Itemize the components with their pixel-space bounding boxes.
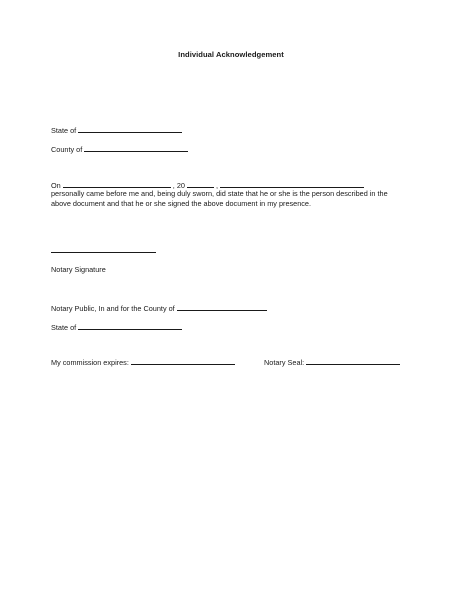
comma-separator: , <box>216 181 219 190</box>
state-line <box>51 124 182 136</box>
notary-seal-blank[interactable] <box>306 356 400 365</box>
notary-signature-label: Notary Signature <box>51 265 106 274</box>
notary-state-blank[interactable] <box>78 321 182 330</box>
county-blank[interactable] <box>84 143 188 152</box>
on-label: On <box>51 181 61 190</box>
year-blank[interactable] <box>187 179 214 188</box>
acknowledgement-text: personally came before me and, being duly sworn, did state that he or she is the person described in the above document and that he or she signed the above document in my presence. <box>51 189 388 208</box>
commission-blank[interactable] <box>131 356 235 365</box>
county-line <box>51 143 188 155</box>
notary-signature-line[interactable] <box>51 252 156 253</box>
name-blank[interactable] <box>220 179 364 188</box>
notary-seal-line <box>264 356 400 368</box>
notary-county-line <box>51 302 267 314</box>
notary-state-line <box>51 321 182 333</box>
state-label-2: State of <box>51 323 77 332</box>
date-blank[interactable] <box>63 179 171 188</box>
commission-line <box>51 356 235 368</box>
county-label: County of <box>51 145 83 154</box>
notary-public-label: Notary Public, In and for the County of <box>51 304 175 313</box>
notary-seal-label: Notary Seal: <box>264 358 305 367</box>
year-prefix: , 20 <box>172 181 185 190</box>
state-label: State of <box>51 126 77 135</box>
notary-county-blank[interactable] <box>177 302 267 311</box>
commission-label: My commission expires: <box>51 358 129 367</box>
document-title: Individual Acknowledgement <box>178 50 284 59</box>
state-blank[interactable] <box>78 124 182 133</box>
